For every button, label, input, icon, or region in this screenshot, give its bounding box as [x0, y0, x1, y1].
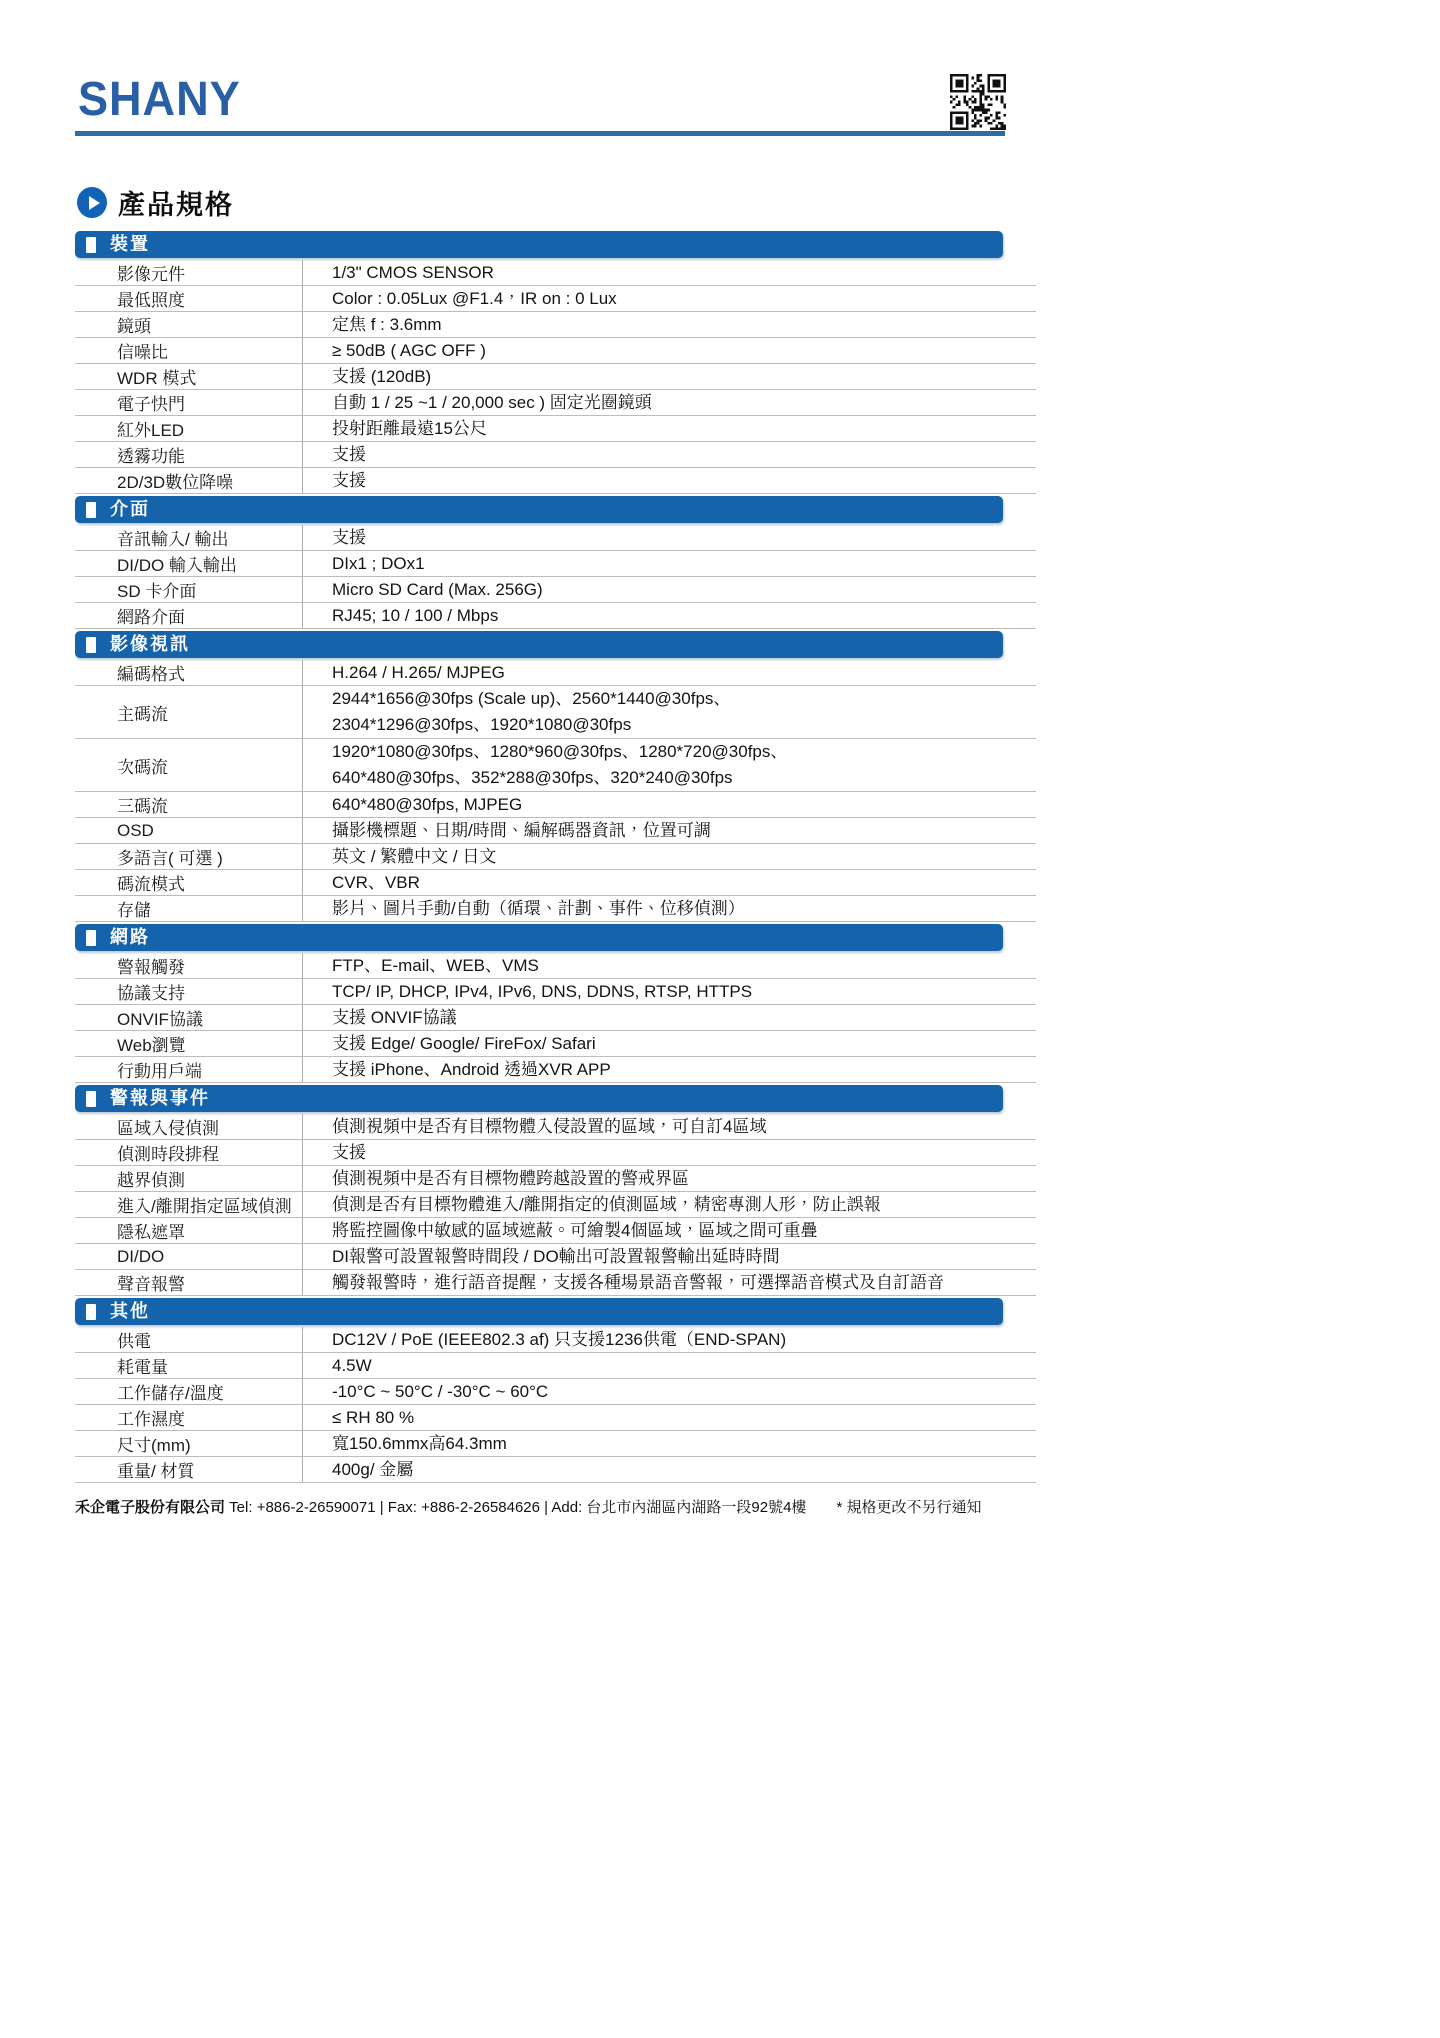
spec-row	[75, 442, 1036, 468]
spec-row	[75, 286, 1036, 312]
spec-value-line: DC12V / PoE (IEEE802.3 af) 只支援1236供電（END-SPAN)	[332, 1330, 787, 1349]
spec-label: 主碼流	[117, 704, 168, 724]
spec-value-line: 偵測是否有目標物體進入/離開指定的偵測區域，精密專測人形，防止誤報	[332, 1195, 881, 1214]
spec-value	[302, 1005, 1036, 1030]
spec-value	[302, 312, 1036, 337]
section-title: 警報與事件	[110, 1088, 210, 1108]
spec-value	[302, 286, 1036, 311]
spec-value-line: 自動 1 / 25 ~1 / 20,000 sec ) 固定光圈鏡頭	[332, 393, 652, 412]
section-bullet-icon	[86, 637, 96, 653]
spec-value-line: 支援	[332, 528, 366, 547]
spec-value	[302, 686, 1036, 738]
spec-row	[75, 338, 1036, 364]
spec-value-line: 4.5W	[332, 1356, 372, 1375]
spec-row	[75, 818, 1036, 844]
spec-value	[302, 1218, 1036, 1243]
spec-label: 次碼流	[117, 757, 168, 777]
spec-value-line: 偵測視頻中是否有目標物體跨越設置的警戒界區	[332, 1169, 689, 1188]
spec-row	[75, 577, 1036, 603]
spec-value-line: H.264 / H.265/ MJPEG	[332, 663, 505, 682]
spec-label: 偵測時段排程	[117, 1145, 219, 1164]
spec-label: 碼流模式	[117, 875, 185, 894]
spec-row	[75, 896, 1036, 922]
spec-table	[75, 1114, 1036, 1296]
section-header-bar	[75, 1298, 1003, 1325]
section-bullet-icon	[86, 1091, 96, 1107]
spec-value	[302, 844, 1036, 869]
spec-value-line: 640*480@30fps、352*288@30fps、320*240@30fps	[332, 768, 733, 787]
spec-value	[302, 1031, 1036, 1056]
spec-value	[302, 260, 1036, 285]
spec-label: 網路介面	[117, 608, 185, 627]
spec-row	[75, 1218, 1036, 1244]
spec-row	[75, 1192, 1036, 1218]
spec-value	[302, 416, 1036, 441]
spec-label: 三碼流	[117, 797, 168, 816]
spec-row	[75, 1005, 1036, 1031]
spec-value	[302, 792, 1036, 817]
spec-value	[302, 739, 1036, 791]
spec-table	[75, 260, 1036, 494]
spec-value-line: 640*480@30fps, MJPEG	[332, 795, 523, 814]
spec-value	[302, 1431, 1036, 1456]
spec-label: 重量/ 材質	[117, 1462, 195, 1481]
spec-value	[302, 442, 1036, 467]
spec-value-line: 2304*1296@30fps、1920*1080@30fps	[332, 715, 632, 734]
spec-value-line: 支援 iPhone、Android 透過XVR APP	[332, 1060, 611, 1079]
spec-value-line: 1920*1080@30fps、1280*960@30fps、1280*720@30fps、	[332, 742, 788, 761]
section-title: 裝置	[110, 234, 150, 254]
spec-row	[75, 1114, 1036, 1140]
spec-value	[302, 1270, 1036, 1295]
spec-label: 進入/離開指定區域偵測	[117, 1197, 292, 1216]
spec-row	[75, 1057, 1036, 1083]
spec-row	[75, 1327, 1036, 1353]
spec-row	[75, 844, 1036, 870]
section-header-bar	[75, 1085, 1003, 1112]
section-title: 網路	[110, 927, 150, 947]
spec-value-line: 觸發報警時，進行語音提醒，支援各種場景語音警報，可選擇語音模式及自訂語音	[332, 1273, 944, 1292]
spec-value-line: ≤ RH 80 %	[332, 1408, 415, 1427]
spec-row	[75, 260, 1036, 286]
spec-label: 警報觸發	[117, 958, 185, 977]
spec-label: Web瀏覽	[117, 1036, 186, 1055]
spec-row	[75, 1244, 1036, 1270]
spec-value-line: -10°C ~ 50°C / -30°C ~ 60°C	[332, 1382, 549, 1401]
spec-value-line: 支援 ONVIF協議	[332, 1008, 457, 1027]
spec-label: 尺寸(mm)	[117, 1436, 191, 1455]
spec-value	[302, 390, 1036, 415]
spec-label: 行動用戶端	[117, 1062, 202, 1081]
spec-value	[302, 1244, 1036, 1269]
spec-row	[75, 603, 1036, 629]
spec-value	[302, 1057, 1036, 1082]
spec-label: 存儲	[117, 901, 151, 920]
spec-row	[75, 660, 1036, 686]
section-header-bar	[75, 924, 1003, 951]
spec-row	[75, 312, 1036, 338]
spec-value	[302, 1166, 1036, 1191]
spec-label: 編碼格式	[117, 665, 185, 684]
spec-table	[75, 1327, 1036, 1483]
spec-row	[75, 551, 1036, 577]
section-title: 影像視訊	[110, 634, 190, 654]
spec-label: DI/DO 輸入輸出	[117, 556, 237, 575]
spec-section	[75, 231, 1036, 494]
play-triangle-icon	[89, 196, 100, 210]
spec-row	[75, 870, 1036, 896]
spec-label: 信噪比	[117, 343, 168, 362]
spec-value	[302, 818, 1036, 843]
spec-value	[302, 468, 1036, 493]
spec-row	[75, 1405, 1036, 1431]
spec-label: 影像元件	[117, 265, 185, 284]
section-title: 介面	[110, 499, 150, 519]
spec-value-line: 定焦 f : 3.6mm	[332, 315, 442, 334]
spec-label: 工作儲存/溫度	[117, 1384, 224, 1403]
section-bullet-icon	[86, 237, 96, 253]
footer-company: 禾企電子股份有限公司	[75, 1499, 226, 1516]
spec-value	[302, 1192, 1036, 1217]
spec-value-line: 投射距離最遠15公尺	[332, 419, 487, 438]
spec-value-line: 支援	[332, 471, 366, 490]
spec-value-line: FTP、E-mail、WEB、VMS	[332, 956, 539, 975]
page-heading	[77, 183, 234, 222]
footer	[75, 1496, 1036, 1517]
spec-sections	[75, 229, 1036, 1483]
header-rule	[75, 131, 1005, 136]
spec-label: OSD	[117, 820, 154, 840]
spec-value-line: Color : 0.05Lux @F1.4，IR on : 0 Lux	[332, 289, 617, 308]
spec-label: 最低照度	[117, 291, 185, 310]
spec-label: 工作濕度	[117, 1410, 185, 1429]
spec-row	[75, 1457, 1036, 1483]
spec-row	[75, 416, 1036, 442]
spec-table	[75, 525, 1036, 629]
spec-label: 供電	[117, 1332, 151, 1351]
spec-value-line: ≥ 50dB ( AGC OFF )	[332, 341, 486, 360]
spec-value-line: 支援 (120dB)	[332, 367, 432, 386]
spec-label: WDR 模式	[117, 369, 197, 388]
spec-label: 音訊輸入/ 輸出	[117, 530, 229, 549]
spec-row	[75, 953, 1036, 979]
spec-value	[302, 603, 1036, 628]
qr-code	[950, 74, 1006, 130]
spec-value-line: Micro SD Card (Max. 256G)	[332, 580, 543, 599]
footer-contact: Tel: +886-2-26590071 | Fax: +886-2-26584626 | Add: 台北市內湖區內湖路一段92號4樓	[225, 1499, 807, 1516]
spec-label: 多語言( 可選 )	[117, 849, 223, 868]
spec-value-line: 影片、圖片手動/自動（循環、計劃、事件、位移偵測）	[332, 899, 745, 918]
spec-row	[75, 525, 1036, 551]
spec-table	[75, 953, 1036, 1083]
spec-value	[302, 364, 1036, 389]
brand-logo: SHANY	[78, 73, 241, 126]
spec-value	[302, 551, 1036, 576]
spec-value	[302, 525, 1036, 550]
spec-value	[302, 338, 1036, 363]
spec-row	[75, 1431, 1036, 1457]
spec-value-line: 支援	[332, 445, 366, 464]
spec-section	[75, 496, 1036, 629]
section-bullet-icon	[86, 1304, 96, 1320]
spec-value-line: 支援 Edge/ Google/ FireFox/ Safari	[332, 1034, 596, 1053]
spec-table	[75, 660, 1036, 922]
spec-section	[75, 1085, 1036, 1296]
spec-value	[302, 896, 1036, 921]
spec-section	[75, 631, 1036, 922]
section-bullet-icon	[86, 502, 96, 518]
spec-label: 電子快門	[117, 395, 185, 414]
spec-label: DI/DO	[117, 1246, 165, 1266]
spec-row	[75, 792, 1036, 818]
spec-label: 協議支持	[117, 984, 185, 1003]
spec-row	[75, 468, 1036, 494]
page-title: 產品規格	[118, 190, 234, 220]
spec-value	[302, 979, 1036, 1004]
section-header-bar	[75, 231, 1003, 258]
spec-value-line: DI報警可設置報警時間段 / DO輸出可設置報警輸出延時時間	[332, 1247, 780, 1266]
spec-row	[75, 686, 1036, 739]
spec-label: 鏡頭	[117, 317, 151, 336]
spec-row	[75, 739, 1036, 792]
spec-value-line: 偵測視頻中是否有目標物體入侵設置的區域，可自訂4區域	[332, 1117, 767, 1136]
spec-row	[75, 1140, 1036, 1166]
spec-value	[302, 1457, 1036, 1482]
spec-label: 隱私遮罩	[117, 1223, 185, 1242]
spec-value-line: 將監控圖像中敏感的區域遮蔽。可繪製4個區域，區域之間可重疊	[332, 1221, 818, 1240]
spec-value-line: DIx1 ; DOx1	[332, 554, 425, 573]
spec-value	[302, 1114, 1036, 1139]
spec-value-line: 1/3" CMOS SENSOR	[332, 263, 494, 282]
spec-label: 越界偵測	[117, 1171, 185, 1190]
section-header-bar	[75, 496, 1003, 523]
spec-value-line: 英文 / 繁體中文 / 日文	[332, 847, 497, 866]
spec-label: ONVIF協議	[117, 1010, 203, 1029]
spec-value	[302, 660, 1036, 685]
spec-value	[302, 1140, 1036, 1165]
spec-value	[302, 577, 1036, 602]
spec-label: 2D/3D數位降噪	[117, 473, 234, 492]
spec-label: SD 卡介面	[117, 582, 197, 601]
section-header-bar	[75, 631, 1003, 658]
spec-value-line: 寬150.6mmx高64.3mm	[332, 1434, 507, 1453]
spec-label: 耗電量	[117, 1358, 168, 1377]
spec-row	[75, 1353, 1036, 1379]
spec-value-line: RJ45; 10 / 100 / Mbps	[332, 606, 499, 625]
spec-value-line: 攝影機標題、日期/時間、編解碼器資訊，位置可調	[332, 821, 711, 840]
spec-value	[302, 1379, 1036, 1404]
spec-row	[75, 979, 1036, 1005]
spec-label: 區域入侵偵測	[117, 1119, 219, 1138]
section-bullet-icon	[86, 930, 96, 946]
spec-row	[75, 1031, 1036, 1057]
spec-row	[75, 390, 1036, 416]
spec-value-line: CVR、VBR	[332, 873, 420, 892]
footer-note: * 規格更改不另行通知	[836, 1499, 982, 1516]
spec-value	[302, 953, 1036, 978]
spec-row	[75, 1379, 1036, 1405]
spec-row	[75, 364, 1036, 390]
spec-value-line: 400g/ 金屬	[332, 1460, 414, 1479]
play-circle-icon	[77, 187, 107, 218]
spec-value	[302, 1405, 1036, 1430]
spec-value	[302, 1327, 1036, 1352]
spec-value-line: 2944*1656@30fps (Scale up)、2560*1440@30fps、	[332, 689, 731, 708]
spec-row	[75, 1166, 1036, 1192]
spec-label: 紅外LED	[117, 421, 185, 440]
spec-value-line: TCP/ IP, DHCP, IPv4, IPv6, DNS, DDNS, RTSP, HTTPS	[332, 982, 753, 1001]
spec-value-line: 支援	[332, 1143, 366, 1162]
section-title: 其他	[110, 1301, 150, 1321]
spec-value	[302, 1353, 1036, 1378]
spec-section	[75, 924, 1036, 1083]
spec-row	[75, 1270, 1036, 1296]
spec-label: 透霧功能	[117, 447, 185, 466]
spec-section	[75, 1298, 1036, 1483]
spec-label: 聲音報警	[117, 1275, 185, 1294]
spec-value	[302, 870, 1036, 895]
